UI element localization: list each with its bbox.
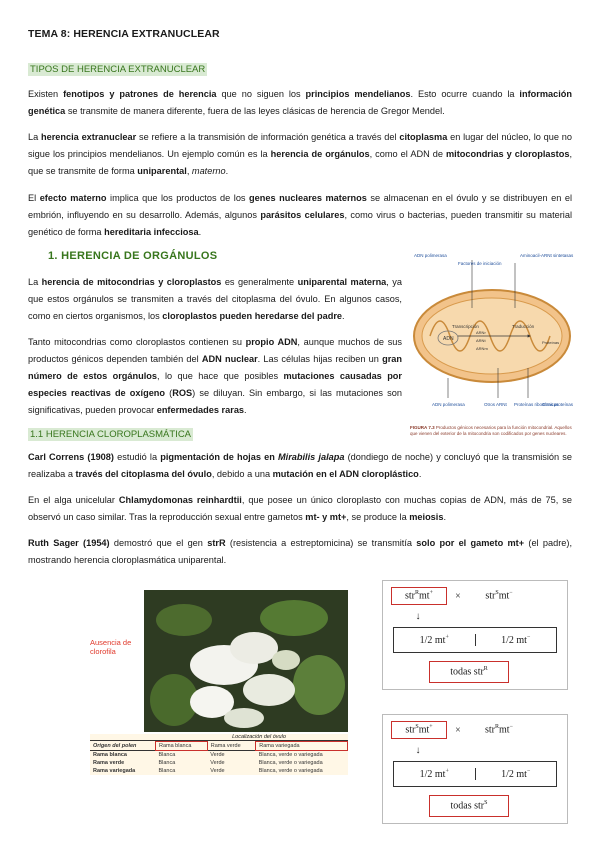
arrow-icon: ↓ [415,610,421,622]
text-run: . [443,512,447,522]
paragraph-1 [28,86,572,120]
text-run: cloroplastos pueden heredarse del padre [162,311,343,321]
parent-1: str$^R$ mt+ [391,587,447,605]
mito-label: Traducción [512,324,535,329]
table-cell: Blanca [158,768,176,774]
text-run: herencia extranuclear [41,132,137,142]
paragraph-2 [28,129,572,180]
plant-table [90,734,348,775]
text-run: (dondiego de noche) y concluyó que la transmisión se realizaba a [28,452,573,479]
text-run: mutaciones causadas por especies reactivas de oxígeno [28,371,402,398]
plant-figure [90,590,348,830]
table-cell: Blanca, verde o variegada [258,752,323,758]
text-run: . [418,469,422,479]
text-run: Chlamydomonas reinhardtii [118,495,242,505]
plant-col: Rama verde [210,742,241,749]
subsection-heading-label: 1.1 HERENCIA CLOROPLASMÁTICA [30,429,192,440]
mito-label: Factores de iniciación [458,261,502,266]
table-cell: Rama variegada [93,768,136,774]
section-heading [28,59,207,77]
table-row [90,767,348,775]
plant-photo [144,590,348,732]
text-run: Carl Correns (1908) [28,452,114,462]
plant-col-head: Origen del polen [93,742,137,749]
table-cell: Rama blanca [93,752,127,758]
mito-label: ADN [443,336,454,342]
mito-label: Proteínas ribosómicas [514,402,559,407]
result-box: todas str$^S$ [429,795,509,817]
result-box: todas str$^R$ [429,661,509,683]
text-run: mt- y mt+ [305,512,347,522]
plant-col: Rama variegada [256,742,348,751]
mito-label: ADN polimerasa [432,402,465,407]
text-run: meiosis [409,512,444,522]
plant-table-grid [90,741,348,775]
text-run: genes nucleares maternos [249,193,367,203]
text-run: , que se transmite de forma [28,149,572,176]
text-run: materno [191,166,226,176]
table-cell: Blanca, verde o variegada [258,760,323,766]
paragraph-7 [28,492,572,526]
text-run: ADN nuclear [201,354,258,364]
gamete-2: 1/2 mt− [501,768,531,780]
text-run: que no siguen los [216,89,306,99]
text-run: , como virus o bacterias, pueden transmitir su material genético de forma [28,210,572,237]
text-run: mutación en el ADN cloroplástico [272,469,419,479]
text-run: . [244,405,247,415]
gamete-1: 1/2 mt+ [394,634,476,645]
text-run: , lo que hace que posibles [157,371,284,381]
plant-label: Ausencia de clorofila [90,638,132,656]
cross-symbol: × [455,724,461,736]
plant-table-header: Localización del óvulo [90,734,348,741]
text-run: (el padre), mostrando herencia cloroplasmática uniparental. [28,538,573,565]
paragraph-6 [28,449,572,483]
page-title: TEMA 8: HERENCIA EXTRANUCLEAR [28,28,220,40]
text-run: enfermedades raras [156,405,245,415]
text-run: uniparental materna [297,277,387,287]
paragraph-3 [28,190,572,241]
text-run: principios mendelianos [305,89,411,99]
table-cell: Rama verde [93,760,125,766]
parent-2: str$^R$ mt− [485,724,513,736]
table-cell: Verde [210,760,225,766]
table-cell: Blanca, verde o variegada [258,768,323,774]
text-run: . Las células hijas reciben un [257,354,383,364]
mito-label: ARNt [476,338,486,343]
text-run: El [28,193,40,203]
text-run: , que posee un único cloroplasto con muchas copias de ADN, más de 75, se observó un caso similar. Tras la reproducción sexual entre gametos [28,495,572,522]
text-run: , como el ADN de [369,149,446,159]
text-run: Mirabilis jalapa [277,452,345,462]
text-run: hereditaria infecciosa [104,227,199,237]
text-run: Tanto mitocondrias como cloroplastos contienen su [28,337,246,347]
table-cell: Verde [210,752,225,758]
cross-diagram-1 [382,580,568,690]
heading-organulos: 1. HERENCIA DE ORGÁNULOS [48,250,218,262]
text-run: . [198,227,202,237]
text-run: , ya que estos orgánulos se transmiten a través del citoplasma del óvulo. En algunos casos, como en ciertos organismos, los [28,277,402,321]
text-run: En el alga unicelular [28,495,119,505]
mito-caption-text: Productos génicos necesarios para la función mitocondrial. Aquellos que vienen del exterior de la mitocondria son codificados por genes nucleares. [410,425,572,436]
text-run: strR [207,538,226,548]
text-run: pigmentación de hojas en [160,452,278,462]
table-row [90,759,348,767]
text-run: través del citoplasma del óvulo [75,469,212,479]
gamete-2: 1/2 mt− [501,634,531,646]
text-run: , debido a una [211,469,273,479]
text-run: efecto materno [39,193,107,203]
mito-label: ARNm [476,346,488,351]
cross-diagrams [382,580,568,824]
parent-1: str$^S$ mt+ [391,721,447,739]
text-run: uniparental [137,166,187,176]
paragraph-4 [28,274,402,325]
parent-2: str$^S$ mt− [485,590,513,602]
mitochondria-figure [410,248,574,440]
table-row [90,751,348,760]
mito-label: ADN polimerasa [414,253,447,258]
text-run: , aunque muchos de sus productos génicos dependen también del [28,337,402,364]
text-run: (resistencia a estreptomicina) se transmitía [225,538,417,548]
text-run: ) se diluyan. Sin embargo, si las mutaciones son significativas, pueden provocar [28,388,402,415]
text-run: , [186,166,192,176]
plant-col: Rama blanca [155,742,207,751]
text-run: herencia de mitocondrias y cloroplastos [41,277,222,287]
mito-caption [410,425,574,437]
text-run: . [342,311,345,321]
text-run: demostró que el gen [109,538,208,548]
text-run: en lugar del núcleo, lo que no sigue los principios mendelianos. Un ejemplo común es la [28,132,572,159]
text-run: se almacenan en el óvulo y se distribuyen en el embrión, influyendo en su desarrollo. Además, algunos [28,193,572,220]
subsection-heading [28,424,193,442]
text-run: , se produce la [346,512,410,522]
paragraph-5 [28,334,402,419]
text-run: parásitos celulares [260,210,345,220]
text-run: se refiere a la transmisión de información genética a través del [136,132,400,142]
cross-symbol: × [455,590,461,602]
mito-label: Aminoacil-ARNt sintetasas [520,253,574,258]
text-run: ( [165,388,173,398]
mito-label: Otras proteínas [542,402,574,407]
text-run: es generalmente [221,277,298,287]
text-run: solo por el gameto mt+ [416,538,525,548]
text-run: Ruth Sager (1954) [28,538,110,548]
text-run: información genética [28,89,572,116]
text-run: implica que los productos de los [106,193,250,203]
gametes-box [393,761,557,787]
arrow-icon: ↓ [415,744,421,756]
text-run: mitocondrias y cloroplastos [445,149,570,159]
text-run: citoplasma [399,132,448,142]
text-run: La [28,277,42,287]
text-run: La [28,132,41,142]
gamete-1: 1/2 mt+ [394,768,476,779]
text-run: Existen [28,89,64,99]
text-run: . Esto ocurre cuando la [410,89,520,99]
text-run: gran número de estos orgánulos [28,354,403,381]
text-run: herencia de orgánulos [270,149,370,159]
table-cell: Verde [210,768,225,774]
cross-diagram-2 [382,714,568,824]
text-run: se transmite de manera diferente, fuera de las leyes clásicas de herencia de Gregor Mendel. [65,106,445,116]
mito-label: Otros ARNt [484,402,507,407]
text-run: estudió la [113,452,161,462]
mito-label: Transcripción [452,324,479,329]
paragraph-8 [28,535,572,569]
text-run: . [225,166,229,176]
mitochondria-diagram [410,248,574,418]
text-run: fenotipos y patrones de herencia [63,89,217,99]
mito-caption-head: FIGURA 7.3 [410,425,435,430]
mito-label: Proteínas [542,340,560,345]
mito-label: ARNr [476,330,486,335]
text-run: ROS [172,388,193,398]
section-heading-label: TIPOS DE HERENCIA EXTRANUCLEAR [30,64,206,75]
gametes-box [393,627,557,653]
text-run: propio ADN [245,337,298,347]
table-cell: Blanca [158,760,176,766]
table-cell: Blanca [158,752,176,758]
